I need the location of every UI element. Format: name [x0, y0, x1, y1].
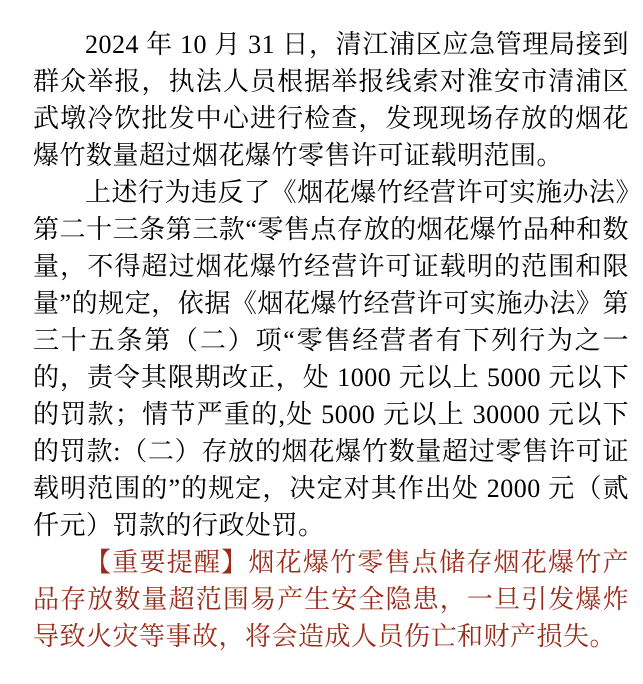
paragraph-important-reminder: 【重要提醒】烟花爆竹零售点储存烟花爆竹产品存放数量超范围易产生安全隐患，一旦引发爆炸导致火灾等事故，将会造成人员伤亡和财产损失。: [33, 548, 629, 651]
paragraph-legal-basis-penalty: 上述行为违反了《烟花爆竹经营许可实施办法》第二十三条第三款“零售点存放的烟花爆竹品种和数量，不得超过烟花爆竹经营许可证载明的范围和限量”的规定，依据《烟花爆竹经营许可实施办法》第三十五条第（二）项“零售经营者有下列行为之一的，责令其限期改正，处 1000 元以上 5000 元以下的罚款；情节严重的,处 5000 元以上 30000 元以下的罚款:（二）存放的烟花爆竹数量超过零售许可证载明范围的”的规定，决定对其作出处 2000 元（贰仟元）罚款的行政处罚。: [33, 178, 629, 540]
paragraph-case-facts: 2024 年 10 月 31 日，清江浦区应急管理局接到群众举报，执法人员根据举报线索对淮安市清浦区武墩冷饮批发中心进行检查，发现现场存放的烟花爆竹数量超过烟花爆竹零售许可证载明范围。: [33, 30, 629, 170]
